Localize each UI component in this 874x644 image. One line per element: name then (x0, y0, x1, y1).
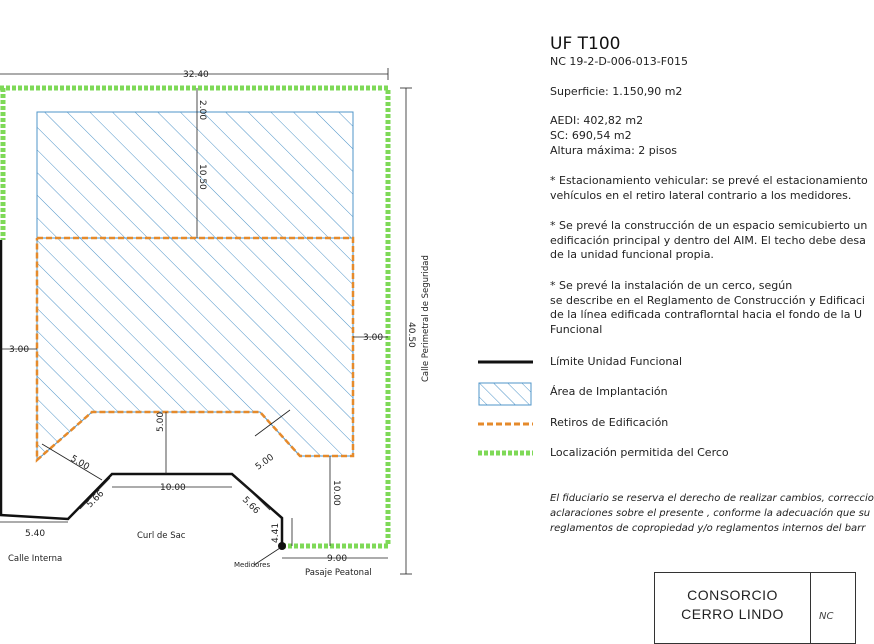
disclaimer-line: aclaraciones sobre el presente , conforme la adecuación que su (550, 508, 871, 519)
dim-bottom-right: 9.00 (327, 554, 348, 564)
note-semicover-line: edificación principal y dentro del AIM. El techo debe desa (550, 233, 866, 247)
legend-boundary-label: Límite Unidad Funcional (550, 355, 683, 368)
green-dotted-line-icon (478, 443, 538, 463)
note-parking (550, 174, 868, 203)
dim-cul-right-diag: 5.66 (239, 495, 262, 517)
superficie: Superficie: 1.150,90 m2 (550, 85, 683, 98)
dim-right-offset: 3.00 (363, 333, 384, 343)
note-fence (550, 279, 865, 337)
dim-right: 40.50 (406, 322, 416, 348)
title-block (654, 572, 856, 644)
medidores-label: Medidores (234, 561, 271, 569)
aedi: AEDI: 402,82 m2 (550, 114, 644, 127)
legend-fence (478, 443, 838, 465)
legend-implantation-label: Área de Implantación (550, 385, 668, 398)
consortium-line2: CERRO LINDO (681, 606, 784, 622)
dim-inner-vertical: 5.00 (156, 411, 166, 432)
dim-cul-left-diag: 5.66 (85, 488, 107, 511)
black-line-icon (478, 352, 538, 372)
dim-cul-width: 10.00 (160, 483, 186, 493)
unit-title: UF T100 (550, 34, 621, 54)
altura: Altura máxima: 2 pisos (550, 144, 678, 157)
dim-depth-top: 2.00 (197, 100, 207, 121)
note-fence-line: Funcional (550, 322, 603, 336)
dim-diag-right: 5.00 (253, 452, 276, 473)
orange-dashed-line-icon (478, 413, 538, 433)
dim-mid-vertical: 10.50 (197, 164, 207, 190)
dim-diag-left: 5.00 (68, 453, 91, 473)
calle-interna-label: Calle Interna (8, 554, 63, 564)
note-parking-line: vehículos en el retiro lateral contrario a los medidores. (550, 188, 852, 202)
legend-setback (478, 413, 838, 435)
side-street-label: Calle Perimetral de Seguridad (421, 255, 431, 382)
legend-boundary (478, 352, 838, 374)
sc: SC: 690,54 m2 (550, 129, 632, 142)
nc-code: NC 19-2-D-006-013-F015 (550, 55, 689, 68)
note-semicover (550, 219, 867, 263)
note-fence-line: se describe en el Reglamento de Construcción y Edificaci (550, 293, 865, 307)
title-block-nc: NC (819, 611, 834, 622)
note-parking-line: * Estacionamiento vehicular: se prevé el estacionamiento (550, 174, 868, 187)
note-semicover-line: de la unidad funcional propia. (550, 248, 714, 261)
pasaje-label: Pasaje Peatonal (305, 568, 372, 578)
implantation-area (37, 112, 353, 460)
legend-fence-label: Localización permitida del Cerco (550, 446, 729, 459)
dim-left-offset: 3.00 (9, 345, 30, 355)
title-block-name (655, 573, 811, 643)
note-semicover-line: * Se prevé la construcción de un espacio semicubierto un (550, 219, 868, 232)
consortium-line1: CONSORCIO (687, 587, 778, 603)
disclaimer-line: reglamentos de copropiedad y/o reglamentos internos del barr (550, 523, 866, 534)
blue-hatch-icon (478, 382, 538, 408)
dim-bottom-left: 5.40 (25, 529, 46, 539)
curl-label: Curl de Sac (137, 531, 186, 541)
note-fence-line: de la línea edificada contraflorntal hacia el fondo de la U (550, 308, 863, 321)
dim-right-lower: 10.00 (331, 480, 341, 506)
disclaimer (550, 491, 874, 536)
disclaimer-line: El fiduciario se reserva el derecho de realizar cambios, correccio (550, 493, 874, 504)
dim-short-vertical: 4.41 (271, 522, 281, 543)
dim-top: 32.40 (183, 70, 209, 80)
note-fence-line: * Se prevé la instalación de un cerco, según (550, 279, 793, 292)
legend-setback-label: Retiros de Edificación (550, 416, 669, 429)
legend-implantation (478, 382, 838, 404)
